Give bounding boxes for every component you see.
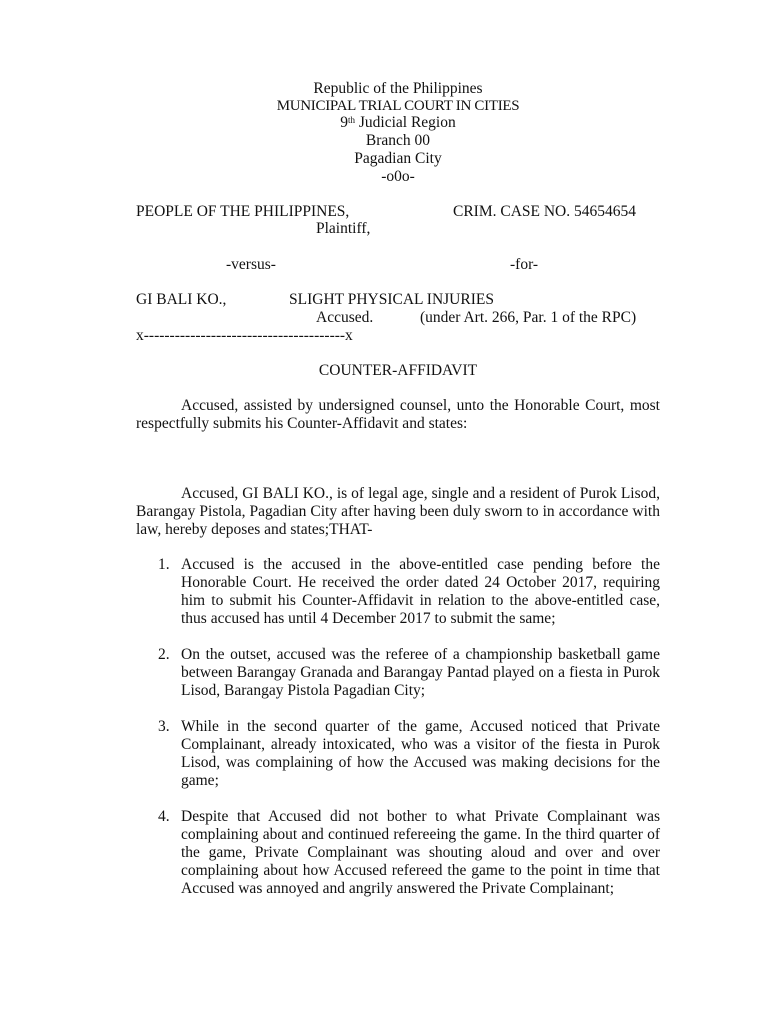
republic-line: Republic of the Philippines [313, 80, 483, 97]
allegations-list [136, 556, 660, 898]
region-ordinal-suffix: th [347, 115, 355, 125]
case-number: CRIM. CASE NO. 54654654 [453, 203, 637, 220]
offense-name: SLIGHT PHYSICAL INJURIES [289, 291, 494, 308]
caption-ornament: -o0o- [381, 168, 415, 185]
offense-basis: (under Art. 266, Par. 1 of the RPC) [420, 309, 637, 326]
allegation-item [136, 646, 660, 700]
accused-role: Accused. [316, 309, 374, 326]
document-title: COUNTER-AFFIDAVIT [318, 362, 478, 379]
caption-separator: x---------------------------------------x [136, 327, 353, 344]
accused-name: GI BALI KO., [136, 291, 227, 308]
allegation-number: 4. [158, 808, 170, 825]
court-name: MUNICIPAL TRIAL COURT IN CITIES [276, 98, 520, 114]
versus-line: -versus- [226, 256, 276, 273]
plaintiff-name: PEOPLE OF THE PHILIPPINES, [136, 203, 350, 220]
allegation-text: Accused is the accused in the above-entitled case pending before the Honorable Court. He received the order dated 24 October 2017, requiring him to submit his Counter-Affidavit in relation to the above-entitled case, thus accused has until 4 December 2017 to submit the same; [181, 556, 660, 627]
deposition-paragraph: Accused, GI BALI KO., is of legal age, single and a resident of Purok Lisod, Barangay Pistola, Pagadian City after having been duly sworn to in accordance with law, hereby deposes and states;THAT- [136, 485, 660, 538]
for-line: -for- [510, 256, 539, 273]
allegation-text: Despite that Accused did not bother to what Private Complainant was complaining about and continued refereeing the game. In the third quarter of the game, Private Complainant was shouting aloud and over and over complaining about how Accused refereed the game to the point in time that Accused was annoyed and angrily answered the Private Complainant; [181, 808, 660, 897]
judicial-region [0, 114, 768, 132]
allegation-item [136, 718, 660, 790]
intro-paragraph: Accused, assisted by undersigned counsel, unto the Honorable Court, most respectfully submits his Counter-Affidavit and states: [136, 397, 660, 432]
branch-line: Branch 00 [365, 132, 431, 149]
plaintiff-role: Plaintiff, [316, 220, 371, 237]
allegation-item [136, 556, 660, 628]
allegation-number: 2. [158, 646, 170, 663]
allegation-number: 1. [158, 556, 170, 573]
allegation-text: While in the second quarter of the game, Accused noticed that Private Complainant, already intoxicated, who was a visitor of the fiesta in Purok Lisod, was complaining of how the Accused was making decisions for the game; [181, 718, 660, 789]
region-text: Judicial Region [355, 114, 456, 131]
region-number: 9 [340, 114, 348, 131]
allegation-item [136, 808, 660, 898]
allegation-text: On the outset, accused was the referee of a championship basketball game between Barangay Granada and Barangay Pantad played on a fiesta in Purok Lisod, Barangay Pistola Pagadian City; [181, 646, 660, 699]
allegation-number: 3. [158, 718, 170, 735]
city-line: Pagadian City [354, 150, 442, 167]
